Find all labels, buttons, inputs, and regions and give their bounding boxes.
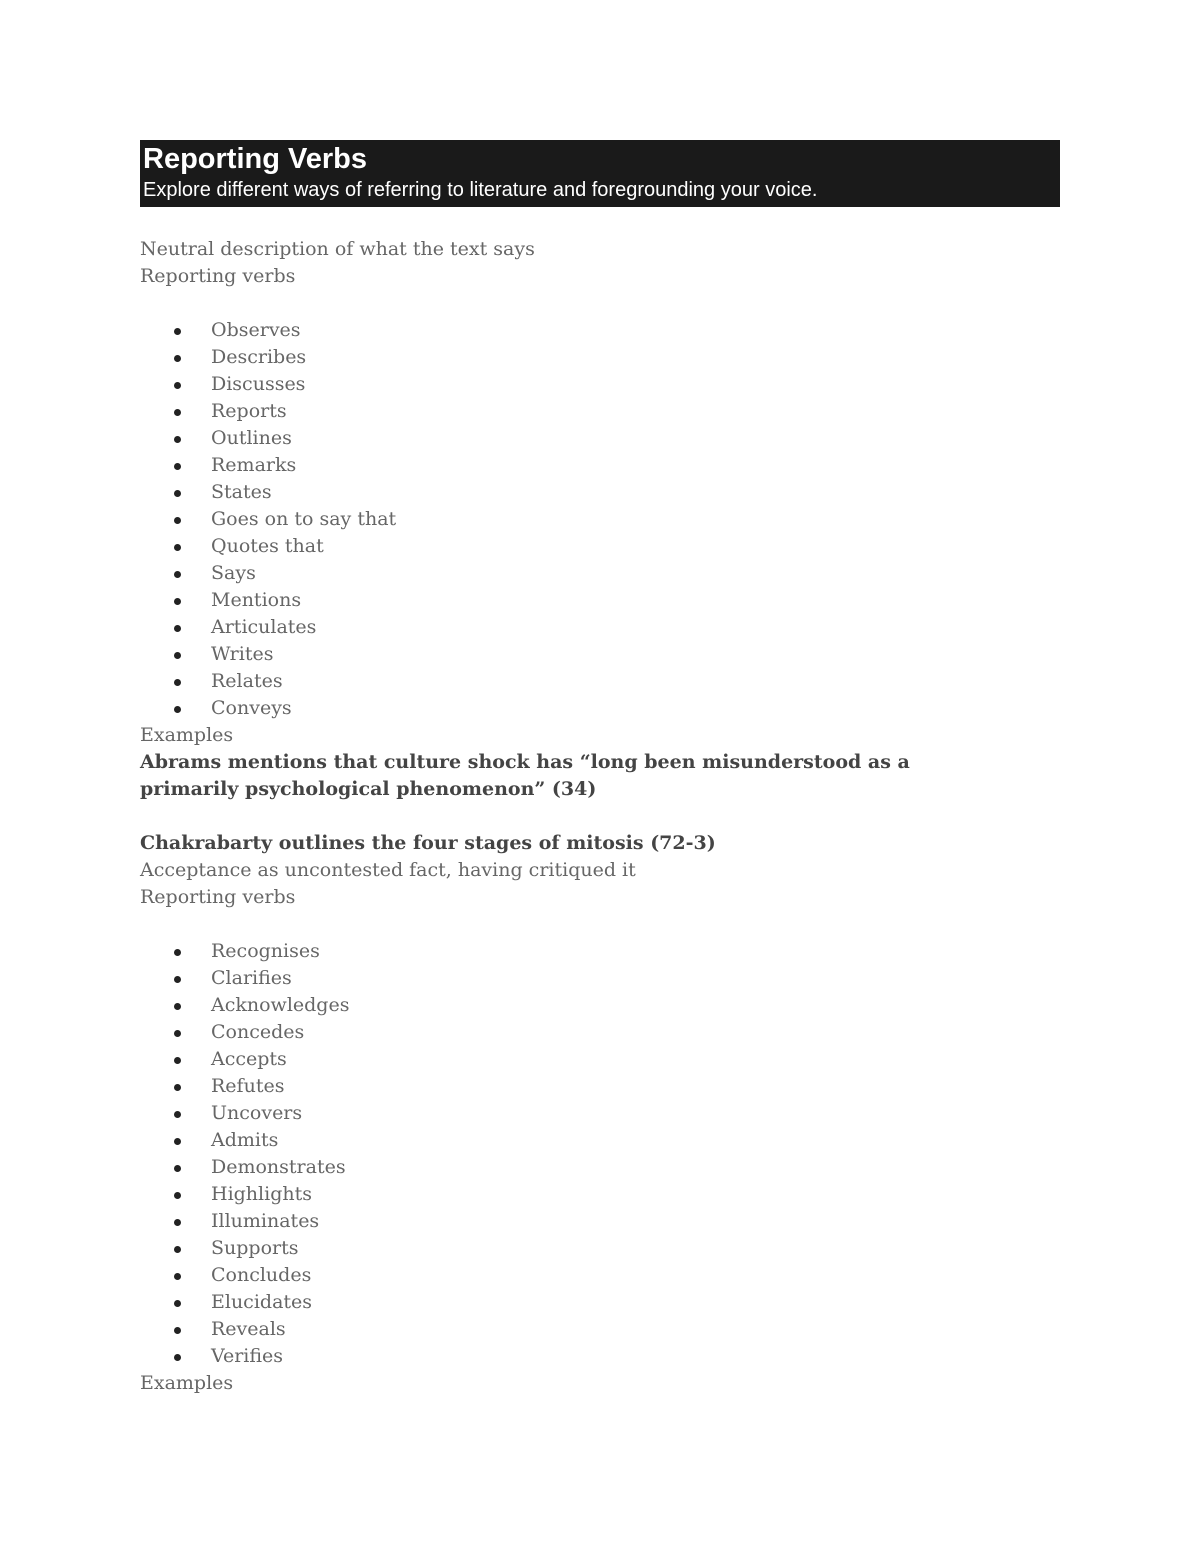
list-item xyxy=(140,1235,1060,1262)
list-item-text: Reports xyxy=(211,400,287,422)
list-item-text: Conveys xyxy=(211,697,292,719)
list-item-text: Verifies xyxy=(211,1345,284,1367)
bullet-icon xyxy=(174,598,181,605)
reporting-verbs-label: Reporting verbs xyxy=(140,265,296,287)
list-item xyxy=(140,1073,1060,1100)
bullet-icon xyxy=(174,544,181,551)
bullet-icon xyxy=(174,1003,181,1010)
bullet-icon xyxy=(174,409,181,416)
list-item xyxy=(140,425,1060,452)
bullet-icon xyxy=(174,436,181,443)
list-item-text: Mentions xyxy=(211,589,302,611)
list-item-text: Demonstrates xyxy=(211,1156,346,1178)
list-item xyxy=(140,1262,1060,1289)
list-item-text: Remarks xyxy=(211,454,297,476)
bullet-icon xyxy=(174,355,181,362)
title-banner xyxy=(140,140,1060,207)
list-item xyxy=(140,560,1060,587)
list-item xyxy=(140,1154,1060,1181)
bullet-icon xyxy=(174,1138,181,1145)
list-item xyxy=(140,965,1060,992)
list-item xyxy=(140,614,1060,641)
bullet-icon xyxy=(174,679,181,686)
list-item xyxy=(140,317,1060,344)
section-heading-neutral: Neutral description of what the text says xyxy=(140,238,535,260)
list-item-text: Accepts xyxy=(211,1048,287,1070)
list-item-text: Outlines xyxy=(211,427,292,449)
list-item-text: Recognises xyxy=(211,940,320,962)
bullet-icon xyxy=(174,490,181,497)
page-subtitle: Explore different ways of referring to literature and foregrounding your voice. xyxy=(143,179,818,201)
list-item xyxy=(140,533,1060,560)
bullet-icon xyxy=(174,1273,181,1280)
list-item xyxy=(140,1019,1060,1046)
bullet-icon xyxy=(174,625,181,632)
list-item-text: States xyxy=(211,481,272,503)
list-item xyxy=(140,398,1060,425)
list-item xyxy=(140,1181,1060,1208)
bullet-icon xyxy=(174,1219,181,1226)
bullet-icon xyxy=(174,517,181,524)
bullet-icon xyxy=(174,949,181,956)
bullet-icon xyxy=(174,976,181,983)
list-item-text: Discusses xyxy=(211,373,306,395)
bullet-icon xyxy=(174,571,181,578)
list-item xyxy=(140,479,1060,506)
list-item xyxy=(140,938,1060,965)
list-item xyxy=(140,1127,1060,1154)
list-item xyxy=(140,452,1060,479)
list-item xyxy=(140,1343,1060,1370)
list-item-text: Observes xyxy=(211,319,301,341)
list-item xyxy=(140,1046,1060,1073)
bullet-icon xyxy=(174,1192,181,1199)
list-item-text: Uncovers xyxy=(211,1102,303,1124)
list-item-text: Writes xyxy=(211,643,274,665)
list-item xyxy=(140,668,1060,695)
list-item-text: Refutes xyxy=(211,1075,285,1097)
list-item xyxy=(140,1100,1060,1127)
document-body xyxy=(140,236,1060,1397)
list-item-text: Goes on to say that xyxy=(211,508,397,530)
list-item xyxy=(140,371,1060,398)
bullet-icon xyxy=(174,382,181,389)
page-title: Reporting Verbs xyxy=(143,143,367,175)
list-item-text: Admits xyxy=(211,1129,279,1151)
list-item-text: Relates xyxy=(211,670,283,692)
section-heading-acceptance: Acceptance as uncontested fact, having critiqued it xyxy=(140,859,636,881)
list-item xyxy=(140,506,1060,533)
list-item xyxy=(140,587,1060,614)
list-item xyxy=(140,1289,1060,1316)
list-item-text: Quotes that xyxy=(211,535,324,557)
list-item-text: Reveals xyxy=(211,1318,286,1340)
examples-label: Examples xyxy=(140,1372,234,1394)
verb-list-neutral xyxy=(140,317,1060,722)
bullet-icon xyxy=(174,706,181,713)
list-item-text: Says xyxy=(211,562,256,584)
bullet-icon xyxy=(174,1111,181,1118)
spacer xyxy=(140,911,1060,938)
example-text: Chakrabarty outlines the four stages of mitosis (72-3) xyxy=(140,832,716,854)
spacer xyxy=(140,803,1060,830)
bullet-icon xyxy=(174,1030,181,1037)
list-item xyxy=(140,695,1060,722)
bullet-icon xyxy=(174,1327,181,1334)
list-item xyxy=(140,641,1060,668)
reporting-verbs-label: Reporting verbs xyxy=(140,886,296,908)
verb-list-acceptance xyxy=(140,938,1060,1370)
list-item-text: Highlights xyxy=(211,1183,312,1205)
list-item-text: Supports xyxy=(211,1237,299,1259)
list-item-text: Describes xyxy=(211,346,307,368)
list-item xyxy=(140,344,1060,371)
list-item xyxy=(140,992,1060,1019)
document-page xyxy=(140,140,1060,1397)
list-item-text: Elucidates xyxy=(211,1291,313,1313)
list-item-text: Acknowledges xyxy=(211,994,350,1016)
example-text: Abrams mentions that culture shock has “long been misunderstood as a primarily psychological phenomenon” (34) xyxy=(140,751,910,800)
bullet-icon xyxy=(174,1084,181,1091)
list-item xyxy=(140,1208,1060,1235)
examples-label: Examples xyxy=(140,724,234,746)
list-item-text: Concludes xyxy=(211,1264,312,1286)
list-item-text: Clarifies xyxy=(211,967,292,989)
bullet-icon xyxy=(174,463,181,470)
list-item xyxy=(140,1316,1060,1343)
bullet-icon xyxy=(174,1300,181,1307)
bullet-icon xyxy=(174,1057,181,1064)
bullet-icon xyxy=(174,652,181,659)
list-item-text: Articulates xyxy=(211,616,317,638)
bullet-icon xyxy=(174,328,181,335)
bullet-icon xyxy=(174,1354,181,1361)
bullet-icon xyxy=(174,1165,181,1172)
spacer xyxy=(140,290,1060,317)
list-item-text: Concedes xyxy=(211,1021,305,1043)
list-item-text: Illuminates xyxy=(211,1210,320,1232)
bullet-icon xyxy=(174,1246,181,1253)
